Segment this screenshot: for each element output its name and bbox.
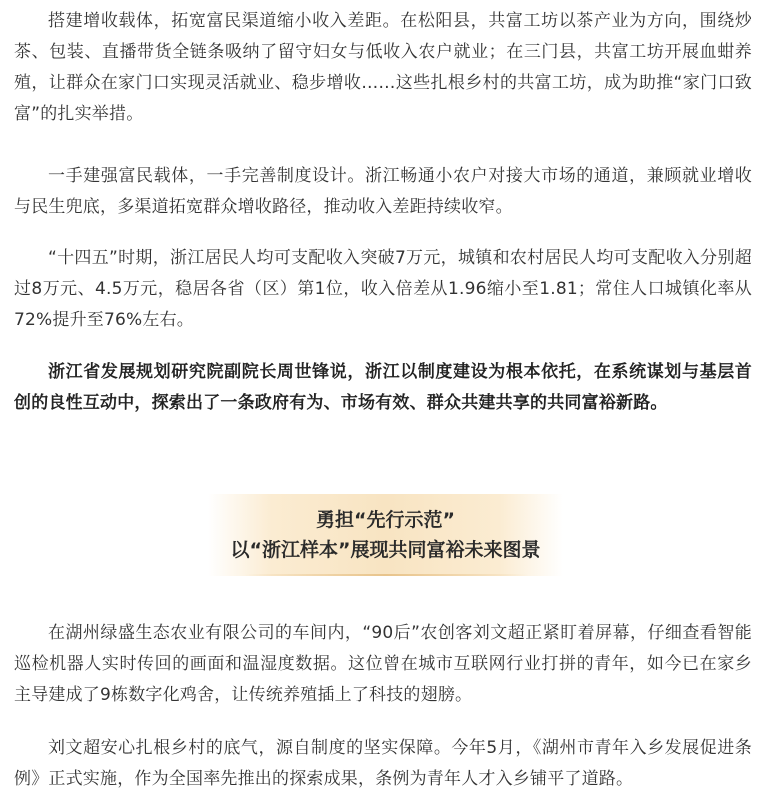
paragraph-young-farmer: 在湖州绿盛生态农业有限公司的车间内，“90后”农创客刘文超正紧盯着屏幕，仔细查看智能巡检机器人实时传回的画面和温湿度数据。这位曾在城市互联网行业打拼的青年，如今已在家乡主导建成了9栋数字化鸡舍，让传统养殖插上了科技的翅膀。: [14, 623, 752, 705]
paragraph-gongfu-workshops: 搭建增收载体，拓宽富民渠道缩小收入差距。在松阳县，共富工坊以茶产业为方向，围绕炒茶、包装、直播带货全链条吸纳了留守妇女与低收入农户就业；在三门县，共富工坊开展血蚶养殖，让群众在家门口实现灵活就业、稳步增收……这些扎根乡村的共富工坊，成为助推“家门口致富”的扎实举措。: [14, 11, 752, 124]
paragraph-institutional-design: 一手建强富民载体，一手完善制度设计。浙江畅通小农户对接大市场的通道，兼顾就业增收与民生兜底，多渠道拓宽群众增收路径，推动收入差距持续收窄。: [14, 166, 752, 217]
paragraph-income-statistics: “十四五”时期，浙江居民人均可支配收入突破7万元，城镇和农村居民人均可支配收入分别超过8万元、4.5万元，稳居各省（区）第1位，收入倍差从1.96缩小至1.81；常住人口城镇化率从72%提升至76%左右。: [14, 248, 752, 330]
section-heading-line2: 以“浙江样本”展现共同富裕未来图景: [230, 539, 541, 561]
paragraph-expert-quote: 浙江省发展规划研究院副院长周世锋说，浙江以制度建设为根本依托，在系统谋划与基层首创的良性互动中，探索出了一条政府有为、市场有效、群众共建共享的共同富裕新路。: [14, 362, 752, 413]
section-heading-banner: [208, 494, 563, 576]
section-heading-line1: 勇担“先行示范”: [316, 509, 455, 531]
paragraph-regulation: 刘文超安心扎根乡村的底气，源自制度的坚实保障。今年5月，《湖州市青年入乡发展促进条例》正式实施，作为全国率先推出的探索成果，条例为青年人才入乡铺平了道路。: [14, 738, 752, 789]
